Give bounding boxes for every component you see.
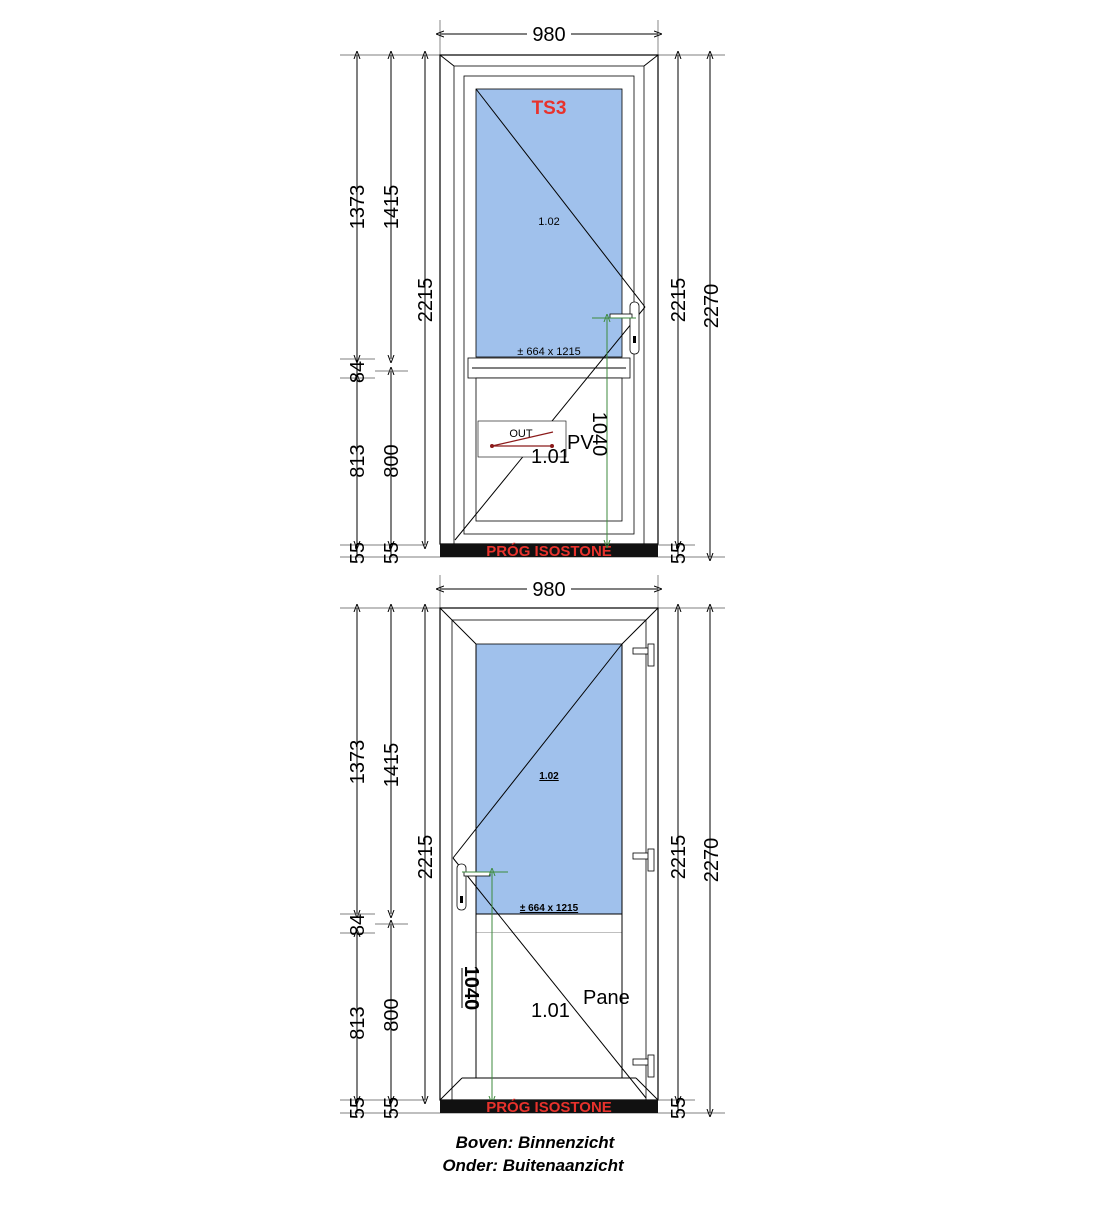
- top-glass-size: ± 664 x 1215: [517, 346, 581, 358]
- bottom-dim-55a: 55: [347, 1096, 369, 1120]
- top-door-keyhole: [633, 336, 636, 343]
- bottom-door-keyhole: [460, 896, 463, 903]
- top-dim-2215-right: 2215: [668, 277, 690, 323]
- top-panel-code: 1.01: [531, 446, 570, 468]
- top-dim-84: 84: [347, 360, 369, 384]
- top-door-handle-plate: [630, 302, 639, 354]
- top-dim-55b: 55: [381, 541, 403, 565]
- bottom-dim-2215-right: 2215: [668, 834, 690, 880]
- bottom-dim-55-right: 55: [668, 1096, 690, 1120]
- top-window-label: TS3: [531, 98, 567, 119]
- bottom-hinge-top-leaf: [648, 644, 654, 666]
- bottom-dim-1415: 1415: [381, 742, 403, 788]
- top-width-dim: 980: [532, 24, 566, 46]
- top-dim-2270: 2270: [701, 283, 723, 329]
- bottom-dim-2215-left: 2215: [415, 834, 437, 880]
- top-door-handle-lever: [610, 314, 632, 318]
- bottom-panel-text: Pane: [583, 987, 630, 1009]
- top-door-view: [340, 20, 725, 564]
- top-handle-height: 1040: [588, 411, 610, 457]
- caption-top-view: Boven: Binnenzicht: [455, 1133, 615, 1152]
- bottom-hinge-middle-leaf: [648, 849, 654, 871]
- bottom-dim-2270: 2270: [701, 837, 723, 883]
- top-dim-55a: 55: [347, 541, 369, 565]
- top-glass-code: 1.02: [538, 216, 560, 228]
- bottom-dim-813: 813: [347, 1006, 369, 1040]
- top-panel-text: PV: [567, 432, 594, 454]
- bottom-dim-800: 800: [381, 998, 403, 1032]
- bottom-hinge-bottom-leaf: [648, 1055, 654, 1077]
- top-sill-label: PRÓG ISOSTONE: [486, 543, 612, 560]
- bottom-dim-55b: 55: [381, 1096, 403, 1120]
- top-dim-813: 813: [347, 444, 369, 478]
- top-opening-pivot: [490, 444, 494, 448]
- bottom-door-view: [340, 575, 725, 1119]
- top-dim-2215-left: 2215: [415, 277, 437, 323]
- caption-bottom-view: Onder: Buitenaanzicht: [442, 1156, 624, 1175]
- bottom-handle-height: 1040: [460, 965, 482, 1011]
- bottom-width-dim: 980: [532, 579, 566, 601]
- bottom-glass-code: 1.02: [539, 771, 559, 782]
- bottom-panel-code: 1.01: [531, 1000, 570, 1022]
- bottom-dim-1373: 1373: [347, 739, 369, 785]
- bottom-glass-size: ± 664 x 1215: [519, 903, 579, 914]
- top-dim-1373: 1373: [347, 184, 369, 230]
- top-dim-55-right: 55: [668, 541, 690, 565]
- top-opening-text: OUT: [509, 428, 533, 440]
- top-dim-800: 800: [381, 444, 403, 478]
- bottom-sill-label: PRÓG ISOSTONE: [486, 1099, 612, 1116]
- top-dim-1415: 1415: [381, 184, 403, 230]
- bottom-door-handle-lever: [464, 872, 490, 876]
- bottom-dim-84: 84: [347, 913, 369, 937]
- bottom-door-handle-plate: [457, 864, 466, 910]
